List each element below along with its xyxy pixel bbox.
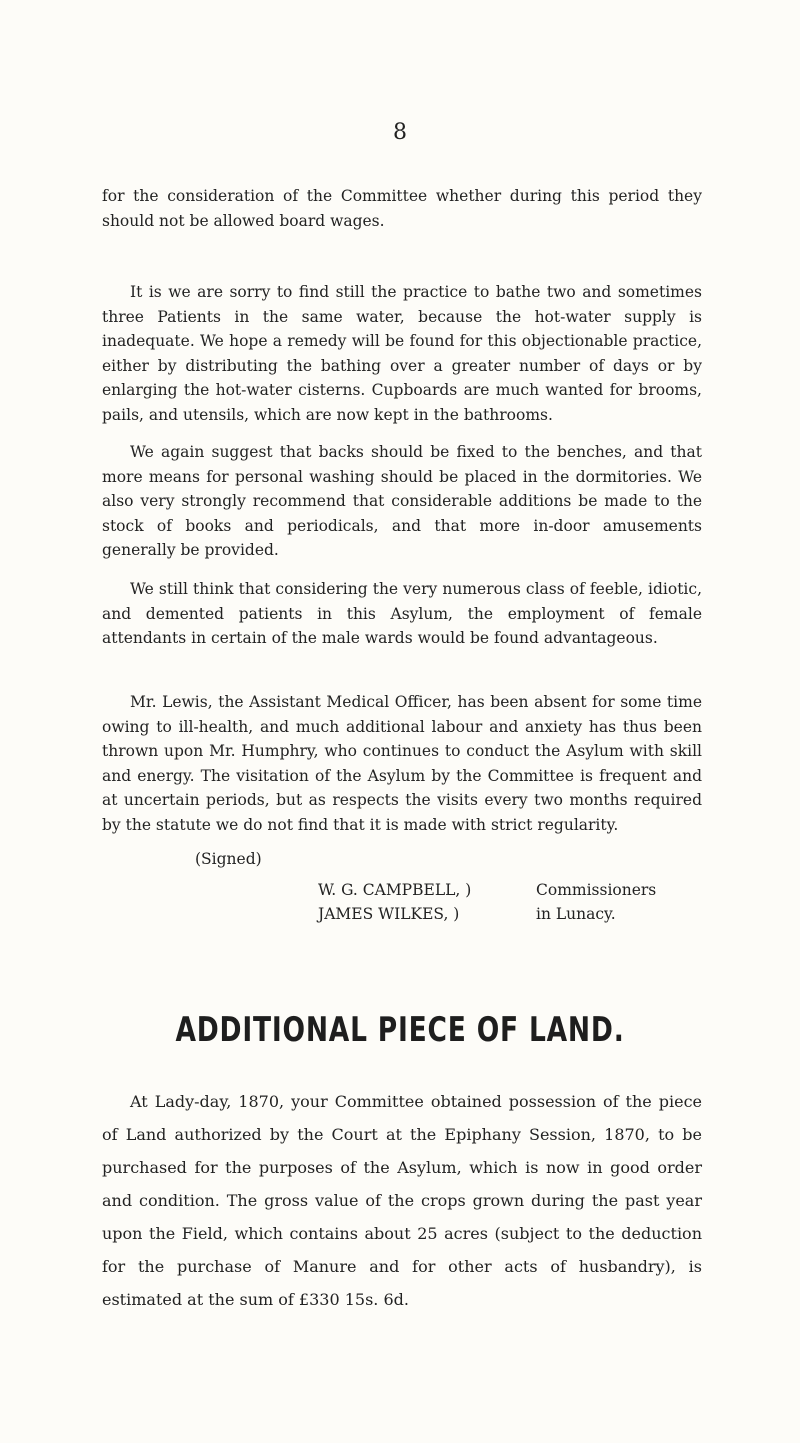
signatory-role: Commissioners	[536, 881, 657, 899]
signatory-name: JAMES WILKES, )	[318, 905, 460, 923]
paragraph-land: At Lady-day, 1870, your Committee obtained possession of the piece of Land authorized by the Court at the Epiphany Session, 1870, to be purchased for the purposes of the Asylum, which is now in good order and condition. The gross value of the crops grown during the past year upon the Field, which contains about 25 acres (subject to the deduction for the purchase of Manure and for other acts of husbandry), is estimated at the sum of £330 15s. 6d.	[102, 1092, 702, 1309]
signatory-row	[318, 902, 656, 926]
section-heading: ADDITIONAL PIECE OF LAND.	[175, 1010, 625, 1050]
signatory-row	[318, 878, 656, 902]
paragraph-board-wages: for the consideration of the Committee whether during this period they should not be allowed board wages.	[102, 187, 702, 230]
paragraph-female-attendants: We still think that considering the very numerous class of feeble, idiotic, and demented patients in this Asylum, the employment of female attendants in certain of the male wards would be found advantageous.	[102, 580, 702, 647]
paragraph-medical-officer: Mr. Lewis, the Assistant Medical Officer, has been absent for some time owing to ill-health, and much additional labour and anxiety has thus been thrown upon Mr. Humphry, who continues to conduct the Asylum with skill and energy. The visitation of the Asylum by the Committee is frequent and at uncertain periods, but as respects the visits every two months required by the statute we do not find that it is made with strict regularity.	[102, 693, 702, 834]
signatories	[318, 878, 656, 926]
signatory-role: in Lunacy.	[536, 905, 616, 923]
signed-label: (Signed)	[195, 850, 262, 868]
page-number: 8	[393, 120, 407, 145]
paragraph-benches: We again suggest that backs should be fixed to the benches, and that more means for personal washing should be placed in the dormitories. We also very strongly recommend that considerable additions be made to the stock of books and periodicals, and that more in-door amusements generally be provided.	[102, 443, 702, 559]
paragraph-bathing: It is we are sorry to find still the practice to bathe two and sometimes three Patients in the same water, because the hot-water supply is inadequate. We hope a remedy will be found for this objectionable practice, either by distributing the bathing over a greater number of days or by enlarging the hot-water cisterns. Cupboards are much wanted for brooms, pails, and utensils, which are now kept in the bathrooms.	[102, 283, 702, 424]
signatory-name: W. G. CAMPBELL, )	[318, 881, 472, 899]
